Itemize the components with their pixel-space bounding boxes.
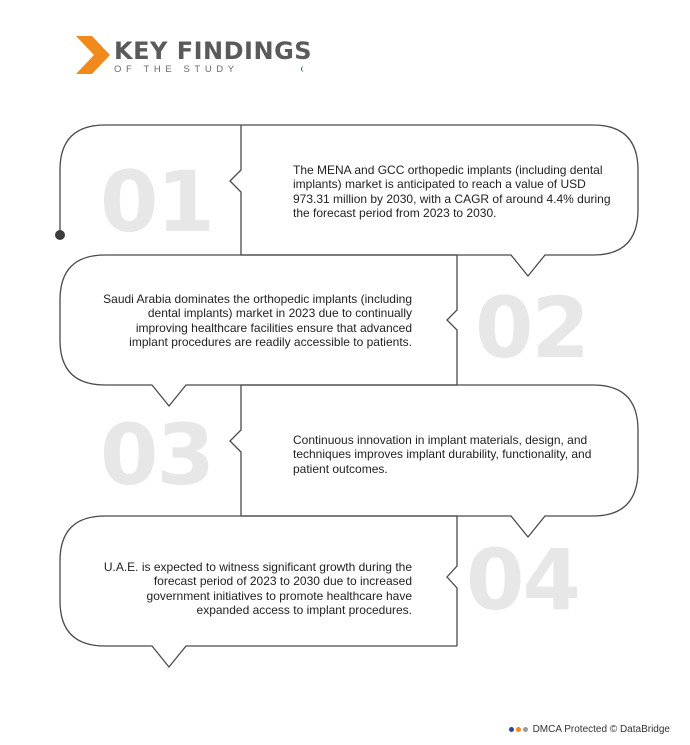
footer-dot-1 xyxy=(509,727,514,732)
finding-text-04: U.A.E. is expected to witness significant growth during the forecast period of 2023 to 2030 due to increased government initiatives to promote healthcare have expanded access to implant procedures. xyxy=(103,560,412,617)
divider-03 xyxy=(230,385,241,516)
footer xyxy=(509,724,670,735)
timeline-start-dot xyxy=(55,230,65,240)
footer-dot-2 xyxy=(516,727,521,732)
finding-text-01: The MENA and GCC orthopedic implants (including dental implants) market is anticipated to reach a value of USD 973.31 million by 2030, with a CAGR of around 4.4% during the forecast period from 2023 to 2030. xyxy=(293,163,611,220)
page-title: KEY FINDINGS xyxy=(114,37,313,65)
footer-text[interactable]: DMCA Protected © DataBridge xyxy=(532,724,670,735)
divider-04 xyxy=(447,516,457,646)
finding-text-03: Continuous innovation in implant materials, design, and techniques improves implant durability, functionality, and patient outcomes. xyxy=(293,433,592,476)
divider-02 xyxy=(447,255,457,385)
finding-text-02: Saudi Arabia dominates the orthopedic implants (including dental implants) market in 2023 due to continually improving healthcare facilities ensure that advanced implant procedures are readily accessible to patients. xyxy=(103,292,412,349)
divider-01 xyxy=(230,125,241,255)
finding-number-04: 04 xyxy=(466,531,579,629)
finding-number-01: 01 xyxy=(100,153,213,251)
page-subtitle: OF THE STUDY xyxy=(114,64,239,75)
finding-number-03: 03 xyxy=(100,406,213,504)
finding-number-02: 02 xyxy=(475,279,588,377)
footer-dot-3 xyxy=(523,727,528,732)
